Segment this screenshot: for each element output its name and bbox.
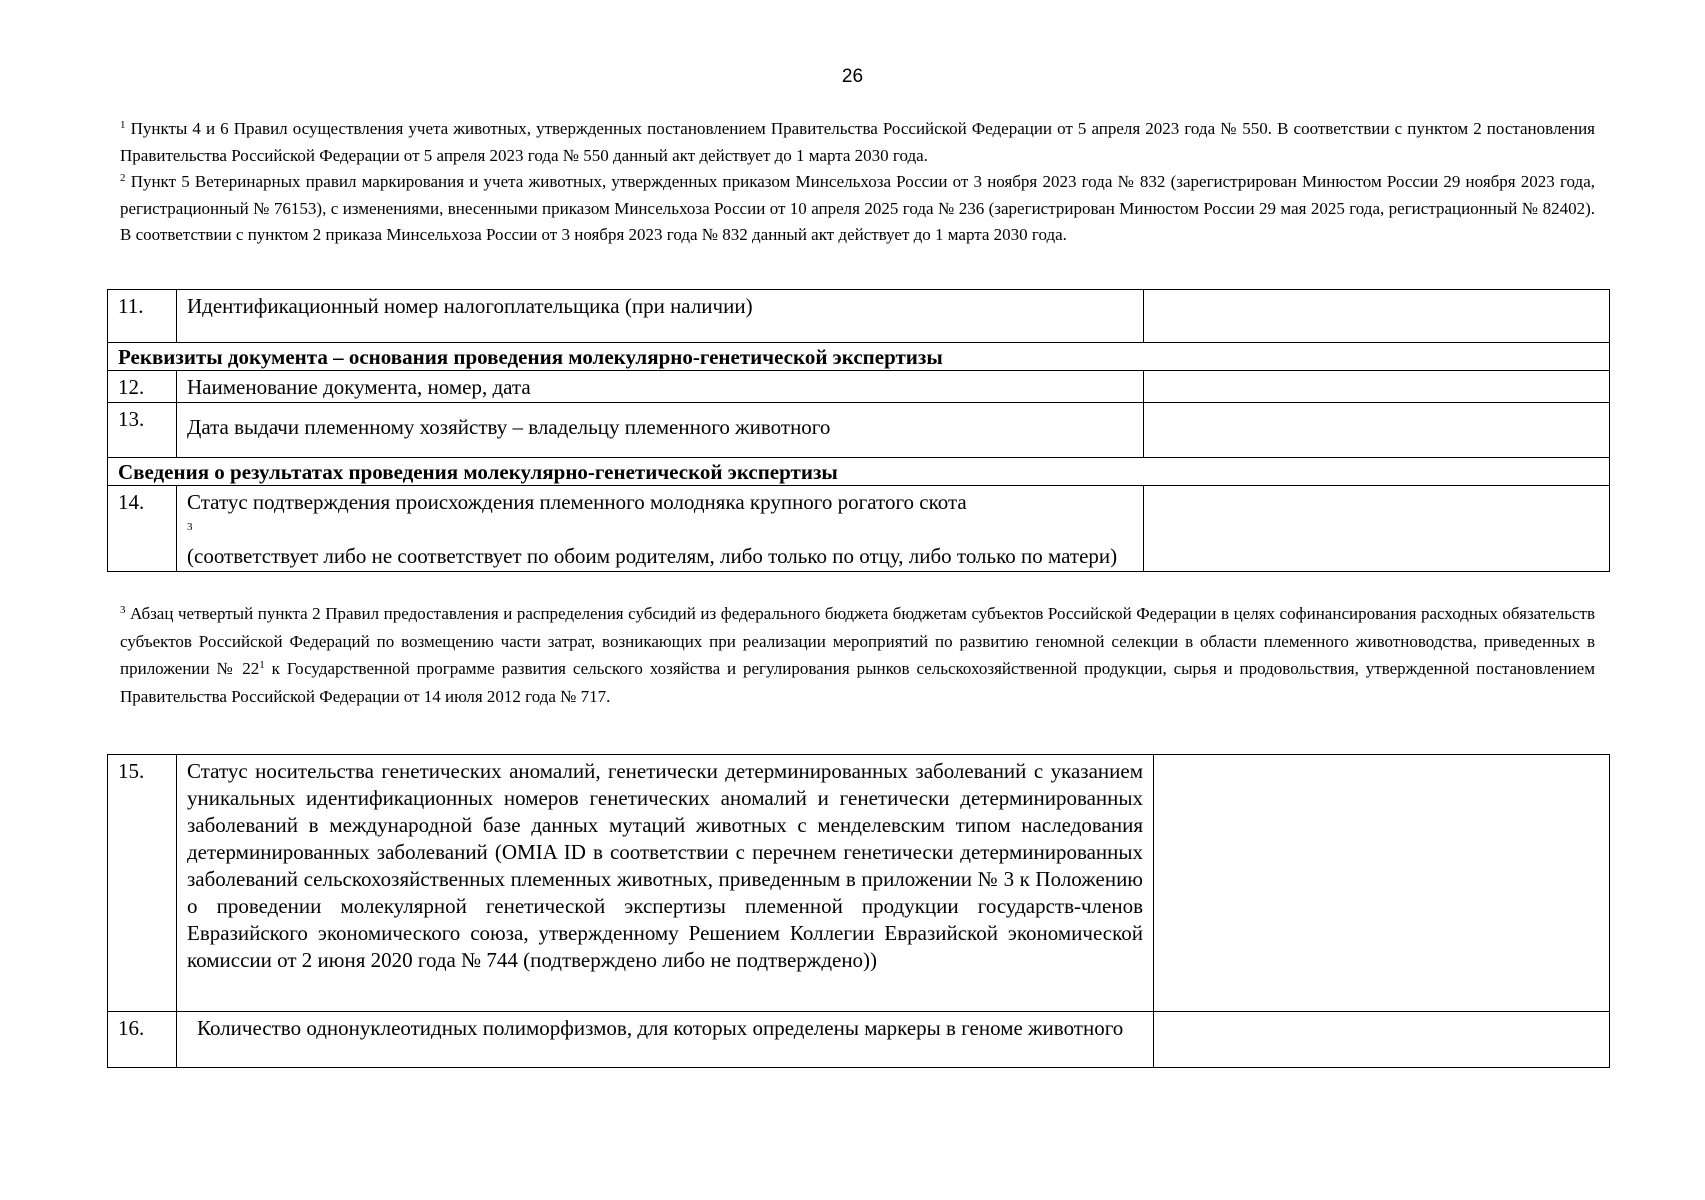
footnote-1 bbox=[120, 116, 1595, 169]
footnote-3-paragraph bbox=[120, 600, 1595, 710]
table-row bbox=[108, 371, 1610, 403]
footnote-text-cont: к Государственной программе развития сельского хозяйства и регулирования рынков сельскохозяйственной продукции, сырья и продовольствия, утвержденной постановлением Правительства Российской Федерации от 14 июля 2012 года № 717. bbox=[120, 659, 1595, 706]
table-row bbox=[108, 290, 1610, 343]
footnote-marker: 3 bbox=[187, 521, 193, 533]
section-header-row bbox=[108, 458, 1610, 486]
row-value-cell[interactable] bbox=[1144, 290, 1610, 343]
row-description bbox=[177, 1012, 1154, 1068]
table-row bbox=[108, 1012, 1610, 1068]
row-number: 15. bbox=[108, 755, 177, 1012]
section-heading: Реквизиты документа – основания проведения молекулярно-генетической экспертизы bbox=[108, 343, 1610, 371]
row-description: Наименование документа, номер, дата bbox=[177, 371, 1144, 403]
table-row bbox=[108, 486, 1610, 572]
row-description-text bbox=[187, 489, 1133, 543]
row-value-cell[interactable] bbox=[1144, 486, 1610, 572]
row-description-text: Количество однонуклеотидных полиморфизмов, для которых определены маркеры в геноме животного bbox=[197, 1016, 1124, 1040]
row-value-cell[interactable] bbox=[1154, 1012, 1610, 1068]
footnote-text: Пункт 5 Ветеринарных правил маркирования и учета животных, утвержденных приказом Минсельхоза России от 3 ноября 2023 года № 832 (зарегистрирован Минюстом России 29 ноября 2023 года, регистрационный № 76153), с изменениями, внесенными приказом Минсельхоза России от 10 апреля 2025 года № 236 (зарегистрирован Минюстом России 29 мая 2025 года, регистрационный № 82402). В соответствии с пунктом 2 приказа Минсельхоза России от 3 ноября 2023 года № 832 данный акт действует до 1 марта 2030 года. bbox=[120, 172, 1595, 244]
row-value-cell[interactable] bbox=[1154, 755, 1610, 1012]
row-number: 12. bbox=[108, 371, 177, 403]
footnote-3 bbox=[120, 600, 1595, 710]
row-description-cont: (соответствует либо не соответствует по обоим родителям, либо только по отцу, либо только по матери) bbox=[187, 544, 1118, 568]
footnote-marker: 3 bbox=[120, 604, 126, 616]
table-row bbox=[108, 755, 1610, 1012]
table-row bbox=[108, 403, 1610, 458]
row-description bbox=[177, 486, 1144, 572]
row-number: 13. bbox=[108, 403, 177, 458]
footnote-marker: 1 bbox=[120, 119, 126, 131]
row-value-cell[interactable] bbox=[1144, 403, 1610, 458]
footnote-text: Пункты 4 и 6 Правил осуществления учета животных, утвержденных постановлением Правительства Российской Федерации от 5 апреля 2023 года № 550. В соответствии с пунктом 2 постановления Правительства Российской Федерации от 5 апреля 2023 года № 550 данный акт действует до 1 марта 2030 года. bbox=[120, 119, 1595, 165]
footnotes-top bbox=[120, 116, 1595, 249]
row-description-text: Статус носительства генетических аномалий, генетически детерминированных заболеваний с указанием уникальных идентификационных номеров генетических аномалий и генетически детерминированных заболеваний в международной базе данных мутаций животных с менделевским типом наследования детерминированных заболеваний (OMIA ID в соответствии с перечнем генетически детерминированных заболеваний сельскохозяйственных племенных животных, приведенным в приложении № 3 к Положению о проведении молекулярной генетической экспертизы племенной продукции государств-членов Евразийского экономического союза, утвержденному Решением Коллегии Евразийской экономической комиссии от 2 июня 2020 года № 744 (подтверждено либо не подтверждено)) bbox=[187, 759, 1143, 972]
row-number: 14. bbox=[108, 486, 177, 572]
section-heading: Сведения о результатах проведения молекулярно-генетической экспертизы bbox=[108, 458, 1610, 486]
page-number: 26 bbox=[841, 66, 864, 87]
footnote-marker: 2 bbox=[120, 172, 126, 184]
row-description bbox=[177, 403, 1144, 458]
form-table-lower bbox=[107, 754, 1610, 1068]
section-header-row bbox=[108, 343, 1610, 371]
row-number: 16. bbox=[108, 1012, 177, 1068]
row-description-main: Статус подтверждения происхождения племенного молодняка крупного рогатого скота bbox=[187, 490, 967, 514]
footnote-inner-marker: 1 bbox=[259, 659, 265, 671]
row-description: Идентификационный номер налогоплательщика (при наличии) bbox=[177, 290, 1144, 343]
row-value-cell[interactable] bbox=[1144, 371, 1610, 403]
row-description bbox=[177, 755, 1154, 1012]
row-description-text: Дата выдачи племенному хозяйству – владельцу племенного животного bbox=[187, 415, 831, 439]
footnote-2 bbox=[120, 169, 1595, 249]
footnote-text: Абзац четвертый пункта 2 Правил предоставления и распределения субсидий из федерального бюджета бюджетам субъектов Российской Федерации в целях софинансирования расходных обязательств субъектов Российской Федераций по возмещению части затрат, возникающих при реализации мероприятий по развитию геномной селекции в области племенного животноводства, приведенных в приложении № 22 bbox=[120, 604, 1595, 678]
form-table-upper bbox=[107, 289, 1610, 572]
row-number: 11. bbox=[108, 290, 177, 343]
